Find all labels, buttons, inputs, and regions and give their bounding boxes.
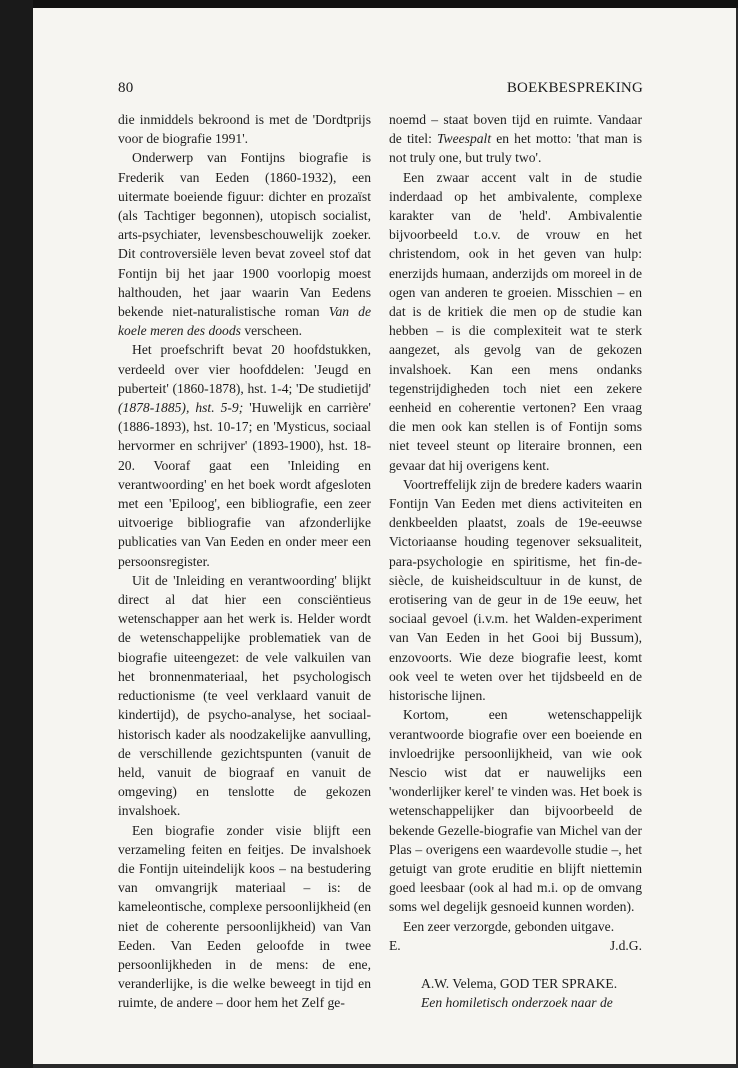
left-column (118, 110, 371, 1013)
paragraph: Een zeer verzorgde, gebonden uitgave. (403, 918, 615, 934)
running-head: BOEKBESPREKING (506, 80, 643, 96)
text-run: en het motto: 'that man is not truly one, but truly two'. (389, 131, 642, 166)
right-column (389, 110, 642, 1012)
next-review-title: A.W. Velema, GOD TER SPRAKE. (421, 975, 618, 991)
signature-line (389, 936, 642, 955)
paragraph: Een biografie zonder visie blijft een verzameling feiten en feitjes. De invalshoek die Fontijn uiteindelijk koos – na bestudering van omvangrijk materiaal – is: de kameleontische, complexe persoonlijkheid (en niet de coherente persoonlijkheid) van Van Eeden. Van Eeden geloofde in twee persoonlijkheden in de mens: de ene, veranderlijke, is die welke beweegt in tijd en ruimte, de andere – door hem het Zelf ge- (118, 822, 371, 1011)
text-run: Onderwerp van Fontijns biografie is Frederik van Eeden (1860-1932), een uitermate boeiende figuur: dichter en prozaïst (als Tachtiger begonnen), utopisch socialist, arts-psychiater, levensbeschouwelijk zoeker. Dit controversiële leven bevat zoveel stof dat Fontijn bij het jaar 1900 voorlopig moest halthouden, het jaar waarin Van Eedens bekende niet-naturalistische roman (118, 150, 371, 320)
page-header (118, 80, 643, 98)
reviewer-initials: J.d.G. (609, 937, 642, 953)
paragraph: Een zwaar accent valt in de studie inderdaad op het ambivalente, complexe karakter van de 'held'. Ambivalentie bijvoorbeeld t.o.v. de vrouw en het christendom, ook in het geven van hulp: enerzijds humaan, anderzijds om moreel in de ogen van anderen te groeien. Misschien – en dat is de kritiek die men op de studie kan hebben – is die complexiteit wat te sterk aangezet, als gevolg van de gekozen invalshoek. Kan een mens ondanks tegenstrijdigheden toch niet een zekere eenheid en coherentie vertonen? Een vraag die men ook kan stellen is of Fontijn soms niet teveel steunt op literaire bronnen, een gevaar dat hij overigens kent. (389, 169, 642, 473)
book-title: Van de koele meren des doods (118, 304, 372, 339)
text-run: Het proefschrift bevat 20 hoofdstukken, verdeeld over vier hoofddelen: 'Jeugd en puberteit' (1860-1878), hst. 1-4; 'De studietijd' (118, 342, 371, 396)
book-title: Tweespalt (436, 131, 492, 147)
next-review-heading (389, 974, 642, 1012)
emphasis: (1878-1885), hst. 5-9; (118, 400, 244, 416)
signature-initial: E. (389, 937, 401, 953)
text-run: verscheen. (240, 323, 303, 339)
paragraph: die inmiddels bekroond is met de 'Dordtprijs voor de biografie 1991'. (118, 112, 371, 147)
paragraph: Kortom, een wetenschappelijk verantwoorde biografie over een boeiende en invloedrijke persoonlijkheid, van wie ook Nescio wist dat er nauwelijks een 'wonderlijker kerel' te vinden was. Het boek is wetenschappelijker dan bijvoorbeeld de bekende Gezelle-biografie van Michel van der Plas – overigens een waardevolle studie –, het getuigt van grote eruditie en blijft niettemin goed leesbaar (ook al had m.i. op de omvang soms wel degelijk gesnoeid kunnen worden). (389, 707, 642, 915)
paragraph: Uit de 'Inleiding en verantwoording' blijkt direct al dat hier een consciëntieus wetenschapper aan het werk is. Helder wordt de wetenschappelijke problematiek van de biografie uiteengezet: de vele valkuilen van het bronnenmateriaal, het psychologisch reductionisme (te veel verklaard vanuit de kindertijd), de psycho-analyse, het sociaal-historisch kader als noodzakelijke aanvulling, de verschillende gezichtspunten (vanuit de held, vanuit de biograaf en vanuit de omgeving) en tenslotte de gekozen invalshoek. (118, 572, 371, 819)
next-review-subtitle: Een homiletisch onderzoek naar de (421, 995, 613, 1011)
paragraph (118, 340, 371, 570)
page-number: 80 (118, 80, 134, 96)
paragraph: Voortreffelijk zijn de bredere kaders waarin Fontijn Van Eeden met diens activiteiten en denkbeelden plaatst, zoals de 19e-eeuwse Victoriaanse houding tegenover seksualiteit, para-psychologie en spiritisme, het fin-de-siècle, de kuisheidscultuur in de kunst, de erotisering van de geur in de 19e eeuw, het sociaal gevoel (i.v.m. het Walden-experiment van Van Eeden in het Gooi bij Bussum), enzovoorts. Wie deze biografie leest, komt ook veel te weten over het tijdsbeeld en de historische lijnen. (389, 476, 642, 704)
text-run: 'Huwelijk en carrière' (1886-1893), hst. 10-17; en 'Mysticus, sociaal hervormer en schrijver' (1893-1900), hst. 18-20. Vooraf gaat een 'Inleiding en verantwoording' en het boek wordt afgesloten met een 'Epiloog', een bibliografie, een zeer uitvoerige bibliografie van afzonderlijke publicaties van Van Eeden en onder meer een persoonsregister. (118, 400, 371, 569)
paragraph (118, 148, 371, 340)
text-run: noemd – staat boven tijd en ruimte. Vandaar de titel: (389, 112, 642, 147)
scan-border-top (0, 0, 738, 8)
scan-border-left (0, 0, 33, 1068)
paragraph (389, 110, 642, 168)
